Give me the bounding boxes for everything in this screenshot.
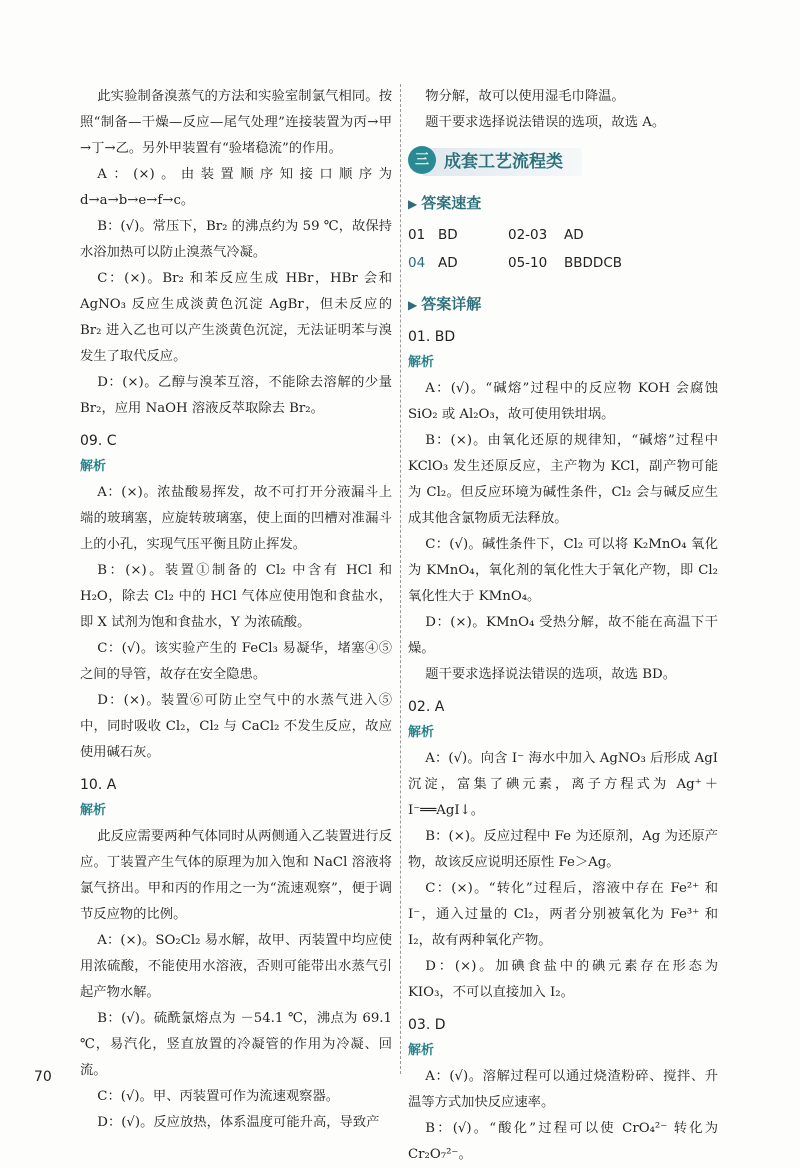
q9-analysis-label: 解析	[80, 459, 107, 474]
q1-analysis-label: 解析	[408, 355, 435, 370]
detail-title: 答案详解	[421, 295, 482, 313]
q10-conclusion: 题干要求选择说法错误的选项，故选 A。	[425, 115, 666, 130]
q9-option-b: B：(×)。装置①制备的 Cl₂ 中含有 HCl 和 H₂O，除去 Cl₂ 中的 HCl 气体应使用饱和食盐水，即 X 试剂为饱和食盐水，Y 为浓硫酸。	[80, 563, 392, 630]
quick-answer-value: AD	[438, 255, 458, 271]
q2-answer: 02. A	[408, 699, 445, 715]
q9-option-c: C：(√)。该实验产生的 FeCl₃ 易凝华，堵塞④⑤之间的导管，故存在安全隐患。	[80, 641, 392, 682]
q10-option-c: C：(√)。甲、丙装置可作为流速观察器。	[97, 1089, 340, 1104]
q2-option-a: A：(√)。向含 I⁻ 海水中加入 AgNO₃ 后形成 AgI 沉淀，富集了碘元素，离子方程式为 Ag⁺＋I⁻══AgI↓。	[408, 751, 718, 818]
q1-option-b: B：(×)。由氧化还原的规律知，“碱熔”过程中 KClO₃ 发生还原反应，主产物为 KCl，副产物可能为 Cl₂。但反应环境为碱性条件，Cl₂ 会与碱反应生成其他含氯物质无法释放。	[408, 433, 718, 526]
section-title: 成套工艺流程类	[444, 152, 563, 172]
q1-answer: 01. BD	[408, 329, 456, 345]
quick-answer-title: 答案速查	[421, 194, 482, 212]
q2-option-b: B：(×)。反应过程中 Fe 为还原剂，Ag 为还原产物，故该反应说明还原性 Fe＞Ag。	[408, 829, 718, 870]
q1-option-c: C：(√)。碱性条件下，Cl₂ 可以将 K₂MnO₄ 氧化为 KMnO₄，氧化剂的氧化性大于氧化产物，即 Cl₂ 氧化性大于 KMnO₄。	[408, 537, 718, 604]
quick-answer-value: BBDDCB	[564, 255, 623, 271]
q8-option-c: C：(×)。Br₂ 和苯反应生成 HBr，HBr 会和 AgNO₃ 反应生成淡黄色沉淀 AgBr，但未反应的 Br₂ 进入乙也可以产生淡黄色沉淀，无法证明苯与溴发生了取代反应。	[80, 271, 392, 364]
q10-continued: 物分解，故可以使用湿毛巾降温。	[425, 89, 625, 104]
section-number-badge: 三	[408, 146, 436, 174]
triangle-icon: ▶	[408, 197, 418, 211]
q1-conclusion: 题干要求选择说法错误的选项，故选 BD。	[425, 667, 676, 682]
q9-option-a: A：(×)。浓盐酸易挥发，故不可打开分液漏斗上端的玻璃塞，应旋转玻璃塞，使上面的凹槽对准漏斗上的小孔，实现气压平衡且防止挥发。	[80, 485, 392, 552]
q2-analysis-label: 解析	[408, 725, 435, 740]
q10-intro: 此反应需要两种气体同时从两侧通入乙装置进行反应。丁装置产生气体的原理为加入饱和 NaCl 溶液将氯气挤出。甲和丙的作用之一为“流速观察”，便于调节反应物的比例。	[80, 829, 392, 922]
q1-option-d: D：(×)。KMnO₄ 受热分解，故不能在高温下干燥。	[408, 615, 718, 656]
quick-answer-number: 04	[408, 255, 426, 271]
q2-option-d: D：(×)。加碘食盐中的碘元素存在形态为 KIO₃，不可以直接加入 I₂。	[408, 959, 718, 1000]
quick-answer-value: BD	[438, 227, 458, 243]
q10-option-d: D：(√)。反应放热，体系温度可能升高，导致产	[97, 1115, 380, 1130]
section-header	[408, 142, 718, 182]
right-column	[408, 84, 718, 1168]
q8-option-a: A：(×)。由装置顺序知接口顺序为 d→a→b→e→f→c。	[80, 167, 392, 208]
left-column	[80, 84, 392, 1136]
q8-intro: 此实验制备溴蒸气的方法和实验室制氯气相同。按照“制备—干燥—反应—尾气处理”连接装置为丙→甲→丁→乙。另外甲装置有“验堵稳流”的作用。	[80, 89, 392, 156]
q10-answer: 10. A	[80, 777, 117, 793]
quick-answer-row	[408, 221, 718, 249]
q9-option-d: D：(×)。装置⑥可防止空气中的水蒸气进入⑤中，同时吸收 Cl₂，Cl₂ 与 CaCl₂ 不发生反应，故应使用碱石灰。	[80, 693, 392, 760]
page-number: 70	[34, 1069, 52, 1085]
q3-option-b: B：(√)。“酸化”过程可以使 CrO₄²⁻ 转化为 Cr₂O₇²⁻。	[408, 1121, 718, 1162]
column-divider	[400, 84, 401, 1074]
q3-option-a: A：(√)。溶解过程可以通过烧渣粉碎、搅拌、升温等方式加快反应速率。	[408, 1069, 718, 1110]
q8-option-d: D：(×)。乙醇与溴苯互溶，不能除去溶解的少量 Br₂，应用 NaOH 溶液反萃取除去 Br₂。	[80, 375, 392, 416]
q10-option-b: B：(√)。硫酰氯熔点为 －54.1 ℃，沸点为 69.1 ℃，易汽化，竖直放置的冷凝管的作用为冷凝、回流。	[80, 1011, 392, 1078]
q9-answer: 09. C	[80, 433, 117, 449]
quick-answer-value: AD	[564, 227, 584, 243]
triangle-icon: ▶	[408, 298, 418, 312]
q3-answer: 03. D	[408, 1017, 446, 1033]
detail-heading	[408, 291, 718, 318]
quick-answer-row	[408, 249, 718, 277]
q10-analysis-label: 解析	[80, 803, 107, 818]
q1-option-a: A：(√)。“碱熔”过程中的反应物 KOH 会腐蚀 SiO₂ 或 Al₂O₃，故可使用铁坩埚。	[408, 381, 718, 422]
quick-answer-heading	[408, 190, 718, 217]
q10-option-a: A：(×)。SO₂Cl₂ 易水解，故甲、丙装置中均应使用浓硫酸，不能使用水溶液，否则可能带出水蒸气引起产物水解。	[80, 933, 392, 1000]
q3-analysis-label: 解析	[408, 1043, 435, 1058]
q8-option-b: B：(√)。常压下，Br₂ 的沸点约为 59 ℃，故保持水浴加热可以防止溴蒸气冷凝。	[80, 219, 392, 260]
quick-answer-number: 02-03	[508, 227, 548, 243]
quick-answer-number: 01	[408, 227, 426, 243]
quick-answer-number: 05-10	[508, 255, 548, 271]
q2-option-c: C：(×)。“转化”过程后，溶液中存在 Fe²⁺ 和 I⁻，通入过量的 Cl₂，两者分别被氧化为 Fe³⁺ 和 I₂，故有两种氧化产物。	[408, 881, 718, 948]
